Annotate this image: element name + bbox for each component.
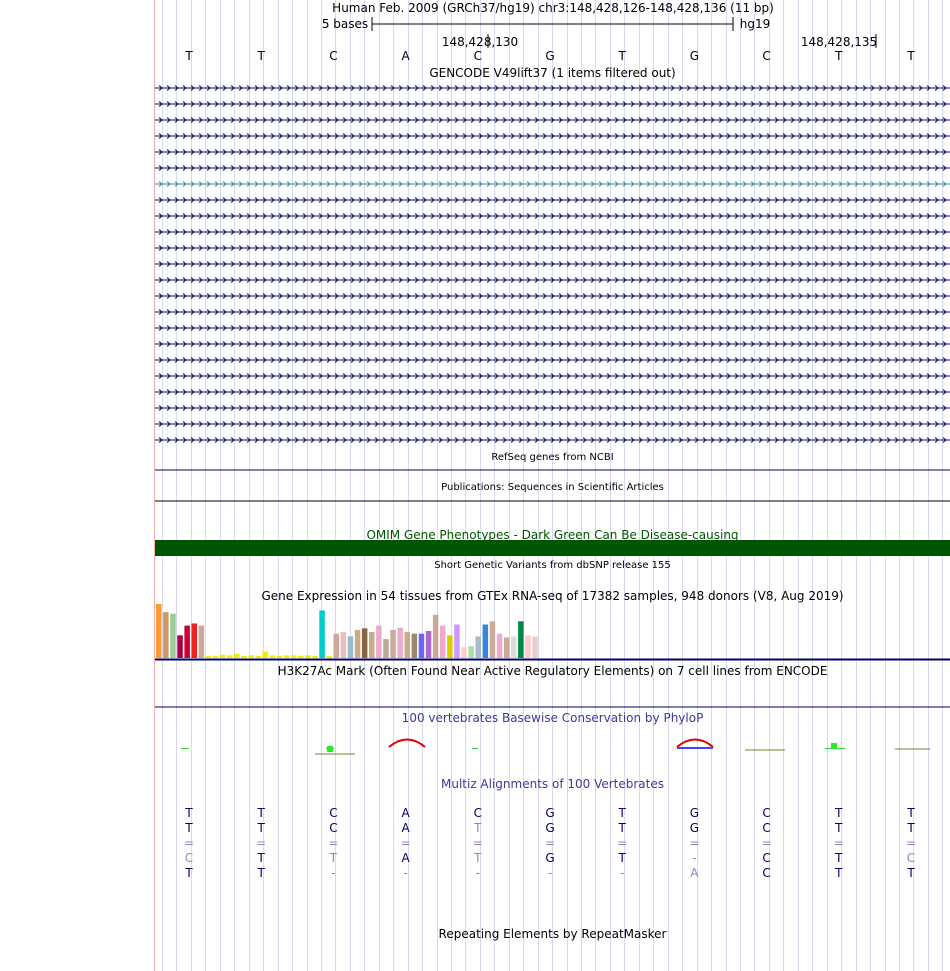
gtex-tissue-bar — [454, 625, 460, 658]
phylop-mark — [181, 748, 189, 749]
alignment-base: G — [689, 821, 700, 835]
gtex-tissue-bar — [525, 635, 531, 658]
alignment-base: - — [331, 866, 336, 880]
gtex-tissue-bar — [177, 635, 183, 658]
scale-bar-label: 5 bases — [321, 17, 369, 31]
alignment-base: C — [906, 851, 916, 865]
alignment-base: T — [257, 806, 265, 820]
gtex-track-title: Gene Expression in 54 tissues from GTEx RNA-seq of 17382 samples, 948 donors (V8, Aug 2019) — [261, 589, 844, 603]
alignment-base: T — [835, 851, 843, 865]
reference-base: T — [618, 49, 626, 63]
alignment-base: = — [833, 836, 844, 850]
repeatmasker-track-title: Repeating Elements by RepeatMasker — [438, 927, 667, 941]
gtex-tissue-bar — [397, 628, 403, 658]
gtex-tissue-bar — [206, 656, 212, 658]
reference-base: G — [689, 49, 700, 63]
phylop-peak — [327, 746, 333, 752]
reference-base: T — [185, 49, 193, 63]
gtex-tissue-bar — [440, 626, 446, 658]
gtex-tissue-bar — [419, 634, 425, 658]
alignment-base: A — [401, 821, 410, 835]
alignment-base: = — [689, 836, 700, 850]
coordinate-left: 148,428,130 — [441, 35, 519, 49]
alignment-base: C — [762, 806, 771, 820]
gtex-tissue-bar — [298, 656, 304, 658]
gtex-tissue-bar — [490, 621, 496, 658]
alignment-base: = — [761, 836, 772, 850]
alignment-base: - — [547, 866, 553, 880]
gtex-tissue-bar — [355, 630, 361, 658]
reference-base: T — [907, 49, 915, 63]
gtex-tissue-bar — [213, 656, 219, 658]
alignment-base: C — [329, 806, 338, 820]
gtex-tissue-bar — [277, 656, 283, 658]
alignment-base: T — [907, 821, 915, 835]
multiz-track-title: Multiz Alignments of 100 Vertebrates — [440, 777, 665, 791]
alignment-base: A — [401, 851, 410, 865]
gtex-tissue-bar — [476, 636, 482, 658]
dbsnp-track-title: Short Genetic Variants from dbSNP release 155 — [434, 560, 671, 571]
alignment-base: T — [474, 851, 482, 865]
scale-bar-db: hg19 — [739, 17, 771, 31]
gtex-tissue-bar — [461, 647, 467, 658]
alignment-base: = — [400, 836, 411, 850]
alignment-base: - — [403, 866, 408, 880]
gtex-tissue-bar — [412, 634, 418, 658]
gtex-tissue-bar — [341, 632, 347, 658]
reference-base: C — [762, 49, 771, 63]
phylop-mark — [472, 748, 478, 749]
alignment-base: T — [618, 821, 626, 835]
alignment-base: G — [545, 821, 555, 835]
alignment-base: T — [907, 866, 915, 880]
alignment-base: = — [544, 836, 556, 850]
gtex-tissue-bar — [163, 612, 169, 658]
alignment-base: T — [185, 806, 193, 820]
alignment-base: C — [473, 806, 482, 820]
alignment-base: - — [620, 866, 625, 880]
gtex-tissue-bar — [433, 615, 439, 658]
gtex-tissue-bar — [468, 646, 474, 658]
alignment-base: T — [474, 821, 482, 835]
publications-track-title: Publications: Sequences in Scientific Articles — [441, 482, 664, 493]
omim-track-title: OMIM Gene Phenotypes - Dark Green Can Be Disease-causing — [366, 528, 739, 542]
gtex-tissue-bar — [227, 655, 233, 658]
alignment-base: C — [184, 851, 194, 865]
alignment-base: C — [762, 866, 771, 880]
alignment-base: G — [689, 806, 700, 820]
alignment-base: T — [907, 806, 915, 820]
alignment-base: = — [256, 836, 267, 850]
phylop-track-title: 100 vertebrates Basewise Conservation by PhyloP — [401, 711, 704, 725]
alignment-base: = — [617, 836, 628, 850]
alignment-base: C — [762, 821, 771, 835]
gtex-tissue-bar — [170, 614, 176, 658]
alignment-base: T — [185, 821, 193, 835]
track-display-area[interactable] — [155, 0, 950, 971]
gtex-tissue-bar — [348, 636, 354, 658]
gtex-tissue-bar — [263, 652, 269, 658]
gtex-tissue-bar — [234, 654, 240, 658]
refseq-track-title: RefSeq genes from NCBI — [491, 452, 614, 463]
alignment-base: = — [328, 836, 339, 850]
reference-base: G — [545, 49, 555, 63]
gtex-tissue-bar — [405, 632, 411, 658]
alignment-base: C — [329, 821, 338, 835]
alignment-base: T — [329, 851, 338, 865]
alignment-base: = — [472, 836, 483, 850]
alignment-base: T — [618, 851, 626, 865]
track-label-column — [0, 0, 154, 971]
reference-base: T — [257, 49, 265, 63]
phylop-conserved-arc — [677, 740, 713, 748]
gtex-tissue-bar — [220, 655, 226, 658]
gtex-tissue-bar — [497, 634, 503, 658]
gtex-tissue-bar — [511, 636, 517, 658]
coordinate-right: 148,428,135 — [800, 35, 878, 49]
alignment-base: = — [905, 836, 917, 850]
gtex-tissue-bar — [369, 632, 375, 658]
reference-base: T — [835, 49, 843, 63]
gtex-tissue-bar — [518, 621, 524, 658]
alignment-base: T — [185, 866, 193, 880]
gtex-tissue-bar — [192, 623, 198, 658]
gtex-tissue-bar — [305, 655, 311, 658]
gtex-tissue-bar — [426, 631, 432, 658]
alignment-base: A — [401, 806, 410, 820]
gtex-tissue-bar — [156, 604, 162, 658]
alignment-base: T — [257, 851, 265, 865]
alignment-base: T — [835, 821, 843, 835]
gtex-tissue-bar — [319, 610, 325, 658]
gtex-tissue-bar — [483, 625, 489, 658]
alignment-base: = — [183, 836, 195, 850]
assembly-position-text: Human Feb. 2009 (GRCh37/hg19) chr3:148,428,126-148,428,136 (11 bp) — [332, 1, 774, 15]
h3k27ac-track-title: H3K27Ac Mark (Often Found Near Active Regulatory Elements) on 7 cell lines from ENCODE — [277, 664, 828, 678]
gtex-tissue-bar — [312, 656, 318, 658]
alignment-base: T — [257, 821, 265, 835]
gtex-tissue-bar — [199, 626, 205, 658]
gtex-tissue-bar — [390, 630, 396, 658]
alignment-base: A — [690, 866, 699, 880]
reference-base: C — [329, 49, 338, 63]
gtex-tissue-bar — [326, 656, 332, 658]
alignment-base: G — [545, 806, 555, 820]
gtex-tissue-bar — [284, 655, 290, 658]
alignment-base: G — [545, 851, 555, 865]
phylop-peak — [831, 743, 837, 749]
gtex-tissue-bar — [241, 656, 247, 658]
gtex-tissue-bar — [504, 637, 510, 658]
gtex-tissue-bar — [362, 628, 368, 658]
alignment-base: - — [692, 851, 697, 865]
reference-base: C — [473, 49, 482, 63]
gtex-tissue-bar — [376, 626, 382, 658]
gencode-track-title: GENCODE V49lift37 (1 items filtered out) — [429, 66, 676, 80]
alignment-base: T — [257, 866, 265, 880]
gtex-tissue-bar — [447, 635, 453, 658]
gtex-tissue-bar — [255, 656, 261, 658]
gtex-tissue-bar — [291, 655, 297, 658]
alignment-base: - — [475, 866, 480, 880]
gtex-tissue-bar — [184, 626, 190, 658]
gtex-tissue-bar — [383, 639, 389, 658]
alignment-base: C — [762, 851, 771, 865]
gtex-tissue-bar — [334, 634, 340, 658]
gtex-tissue-bar — [270, 655, 276, 658]
alignment-base: T — [618, 806, 626, 820]
alignment-base: T — [835, 866, 843, 880]
phylop-conserved-arc — [389, 740, 425, 748]
alignment-base: T — [835, 806, 843, 820]
omim-gene-bar — [155, 540, 950, 556]
gtex-tissue-bar — [248, 655, 254, 658]
gtex-tissue-bar — [532, 636, 538, 658]
reference-base: A — [401, 49, 410, 63]
